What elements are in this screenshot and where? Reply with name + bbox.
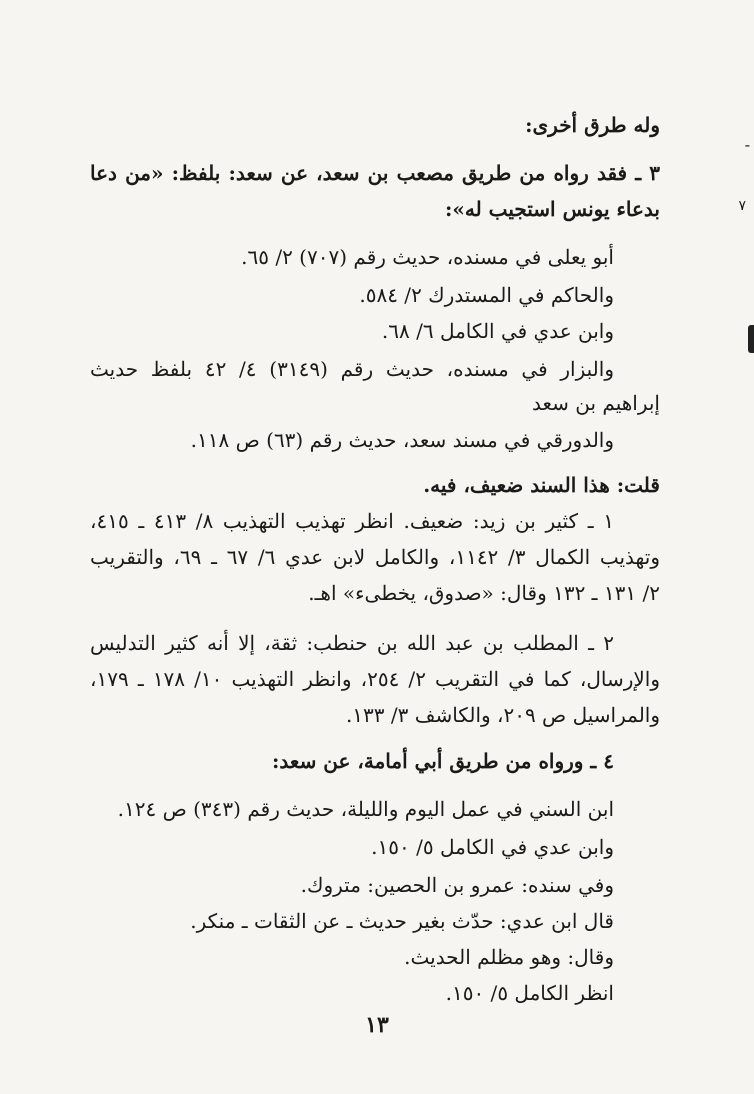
source4-line: انظر الكامل ٥/ ١٥٠. <box>445 981 614 1005</box>
note2-line: ٢ ـ المطلب بن عبد الله بن حنطب: ثقة، إلا أنه كثير التدليس <box>90 631 614 655</box>
source4-line: وقال: وهو مظلم الحديث. <box>404 945 614 969</box>
margin-mark-dash: - <box>744 135 750 154</box>
source4-line: ابن السني في عمل اليوم والليلة، حديث رقم (٣٤٣) ص ١٢٤. <box>117 797 614 821</box>
note1-line: ٢/ ١٣١ ـ ١٣٢ وقال: «صدوق، يخطىء» اهـ. <box>308 581 660 605</box>
source4-line: قال ابن عدي: حدّث بغير حديث ـ عن الثقات ـ منكر. <box>190 909 614 933</box>
margin-ink-blot <box>748 325 754 353</box>
section4-heading: ٤ ـ ورواه من طريق أبي أمامة، عن سعد: <box>272 749 614 773</box>
note1-line: وتهذيب الكمال ٣/ ١١٤٢، والكامل لابن عدي ٦/ ٦٧ ـ ٦٩، والتقريب <box>90 545 660 569</box>
source-line: والبزار في مسنده، حديث رقم (٣١٤٩) ٤/ ٤٢ بلفظ حديث <box>90 357 614 381</box>
source-line: أبو يعلى في مسنده، حديث رقم (٧٠٧) ٢/ ٦٥. <box>241 245 614 269</box>
page-number: ١٣ <box>365 1012 389 1038</box>
note2-line: والإرسال، كما في التقريب ٢/ ٢٥٤، وانظر التهذيب ١٠/ ١٧٨ ـ ١٧٩، <box>90 667 661 691</box>
note2-line: والمراسيل ص ٢٠٩، والكاشف ٣/ ١٣٣. <box>345 703 660 727</box>
document-page <box>90 100 660 1040</box>
margin-mark-seven: ٧ <box>738 198 746 214</box>
source-line: وابن عدي في الكامل ٦/ ٦٨. <box>381 319 614 343</box>
note1-line: ١ ـ كثير بن زيد: ضعيف. انظر تهذيب التهذيب ٨/ ٤١٣ ـ ٤١٥، <box>90 509 614 533</box>
source-line: إبراهيم بن سعد <box>531 391 660 415</box>
section-heading: وله طرق أخرى: <box>525 113 660 137</box>
source4-line: وفي سنده: عمرو بن الحصين: متروك. <box>300 873 614 897</box>
section3-line1: ٣ ـ فقد رواه من طريق مصعب بن سعد، عن سعد: بلفظ: «من دعا <box>90 161 660 185</box>
source4-line: وابن عدي في الكامل ٥/ ١٥٠. <box>371 835 614 859</box>
source-line: والدورقي في مسند سعد، حديث رقم (٦٣) ص ١١٨. <box>190 428 614 452</box>
comment-line: قلت: هذا السند ضعيف، فيه. <box>423 473 660 497</box>
source-line: والحاكم في المستدرك ٢/ ٥٨٤. <box>359 283 614 307</box>
section3-line2: بدعاء يونس استجيب له»: <box>445 197 660 221</box>
